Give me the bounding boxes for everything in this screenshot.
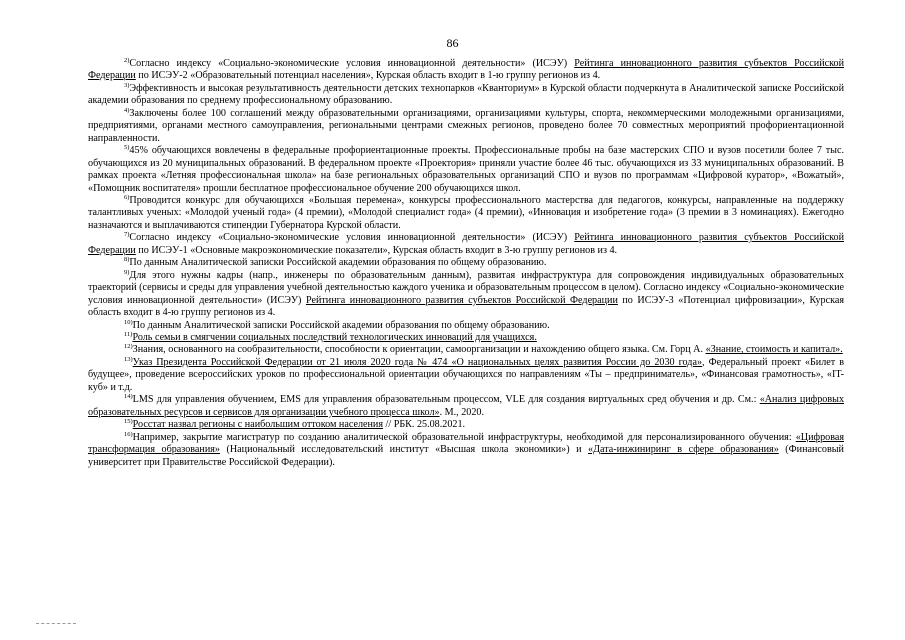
reference-link[interactable]: Рейтинга инновационного развития субъектов Российской Федерации bbox=[88, 58, 844, 82]
footnote-text: Согласно индексу «Социально-экономические условия инновационной деятельности» (ИСЭУ) bbox=[129, 58, 575, 69]
footnote-number: 16) bbox=[124, 430, 133, 438]
footnote bbox=[88, 419, 844, 431]
reference-link[interactable]: Рейтинга инновационного развития субъектов Российской Федерации bbox=[88, 232, 844, 256]
footnote-text: Знания, основанного на сообразительности, способности к ориентации, самоорганизации и нахождению общего языка. См. Горц А. bbox=[132, 344, 706, 356]
footnote-text: по ИСЭУ-3 «Потенциал цифровизации», Курская область входит в 4-ю группу регионов из 4. bbox=[88, 294, 844, 319]
footnote-number: 2) bbox=[124, 57, 130, 64]
reference-link[interactable]: Росстат назвал регионы с наибольшим оттоком населения bbox=[132, 419, 384, 431]
footnote-text: , Федеральный проект «Билет в будущее», проведение всероссийских уроков по профессиональной ориентации обучающихся по направлениям «Ты – предприниматель», «Финансовая грамотность», «IT-куб» и т.д. bbox=[88, 356, 844, 393]
footnote bbox=[88, 320, 844, 332]
footnote-text: LMS для управления обучением, EMS для управления образовательным процессом, VLE для создания виртуальных сред обучения и др. См.: bbox=[132, 394, 760, 406]
reference-link[interactable]: Рейтинга инновационного развития субъектов Российской Федерации bbox=[305, 294, 618, 306]
scan-edge-mark bbox=[36, 623, 76, 625]
footnote-number: 10) bbox=[124, 318, 133, 326]
footnote-text: // РБК. 25.08.2021. bbox=[383, 419, 466, 431]
footnote-text: Для этого нужны кадры (напр., инженеры по образовательным данным), развитая инфраструктура для сопровождения индивидуальных образовательных траекторий (сервисы и среды для управления учебной деятельностью каждого ученика и образовательным процессом в целом). Согласно индексу «Социально-экономические условия инновационной деятельности» (ИСЭУ) bbox=[88, 269, 844, 306]
footnote-number: 13) bbox=[124, 355, 133, 363]
footnote-number: 14) bbox=[124, 393, 133, 401]
footnote-number: 7) bbox=[124, 231, 130, 239]
footnote-number: 5) bbox=[124, 144, 130, 152]
footnote-text: 45% обучающихся вовлечены в федеральные профориентационные проекты. Профессиональные пробы на базе мастерских СПО и вузов посетили более 7 тыс. обучающихся из 20 муниципальных образований. В федеральном проекте «Проектория» приняли участие более 46 тыс. обучающихся из 33 муниципальных образований. В рамках проекта «Летняя профессиональная школа» на базе региональных образовательных организаций СПО и вузов по программам «Цифровой куратор», «Вожатый», «Помощник воспитателя» прошли бесплатное профессиональное обучение 200 обучающихся школ. bbox=[88, 145, 844, 194]
reference-link[interactable]: Роль семьи в смягчении социальных последствий технологических инноваций для учащихся. bbox=[132, 331, 537, 343]
footnote-number: 15) bbox=[124, 418, 133, 426]
footnote-text: По данным Аналитической записки Российской академии образования по общему образованию. bbox=[129, 257, 547, 269]
reference-link[interactable]: «Знание, стоимость и капитал». bbox=[705, 344, 843, 356]
footnote bbox=[88, 394, 844, 419]
footnote bbox=[88, 357, 844, 394]
reference-link[interactable]: «Анализ цифровых образовательных ресурсов и сервисов для организации учебного процесса школ» bbox=[88, 394, 845, 418]
footnote bbox=[88, 257, 844, 269]
footnote bbox=[88, 344, 844, 356]
footnote-text: . М., 2020. bbox=[439, 406, 485, 418]
footnote bbox=[88, 332, 844, 344]
footnote-text: (Национальный исследовательский институт «Высшая школа экономики») и bbox=[219, 444, 589, 456]
footnote-text: Например, закрытие магистратур по созданию аналитической образовательной инфраструктуры, необходимой для персонализированного обучения: bbox=[132, 431, 796, 443]
footnote-number: 8) bbox=[124, 256, 130, 264]
footnote-text: Эффективность и высокая результативность деятельности детских технопарков «Кванториум» в Курской области подчеркнута в Аналитической записке Российской академии образования по среднему профессиональному образованию. bbox=[88, 82, 844, 107]
reference-link[interactable]: Указ Президента Российской Федерации от 21 июля 2020 года № 474 «О национальных целях развития России до 2030 года» bbox=[132, 356, 703, 368]
footnote bbox=[88, 432, 844, 469]
footnotes-list bbox=[88, 58, 844, 469]
footnote-text: по ИСЭУ-2 «Образовательный потенциал населения», Курская область входит в 1-ю группу регионов из 4. bbox=[135, 70, 601, 82]
footnote-text: Заключены более 100 соглашений между образовательными организациями, организациями культуры, спорта, некоммерческими молодежными организациями, предприятиями, органами местного самоуправления, региональными центрами смежных регионов, проведено более 70 совместных мероприятий профориентационной направленности. bbox=[88, 107, 844, 144]
footnote-text: по ИСЭУ-1 «Основные макроэкономические показатели», Курская область входит в 3-ю группу регионов из 4. bbox=[135, 244, 618, 256]
footnote bbox=[88, 195, 844, 232]
footnote-number: 3) bbox=[124, 81, 130, 89]
footnote bbox=[88, 58, 844, 83]
footnote-number: 12) bbox=[124, 343, 133, 351]
footnote bbox=[88, 108, 844, 145]
footnote-text: Проводится конкурс для обучающихся «Большая перемена», конкурсы профессионального мастерства для педагогов, конкурсы, направленные на поддержку талантливых ученых: «Молодой ученый года» (4 премии), «Молодой специалист года» (4 премии), «Инновация и изобретение года» (3 премии в 3 номинациях). Ежегодно назначаются и выплачиваются стипендии Губернатора Курской области. bbox=[88, 194, 844, 231]
footnote-text: По данным Аналитической записки Российской академии образования по общему образованию. bbox=[132, 319, 550, 331]
footnote bbox=[88, 232, 844, 257]
footnote-number: 4) bbox=[124, 106, 130, 114]
footnote-text: Согласно индексу «Социально-экономические условия инновационной деятельности» (ИСЭУ) bbox=[129, 232, 575, 244]
footnote-text: (Финансовый университет при Правительстве Российской Федерации). bbox=[88, 444, 844, 468]
reference-link[interactable]: «Дата-инжиниринг в сфере образования» bbox=[588, 444, 779, 456]
footnote bbox=[88, 83, 844, 108]
reference-link[interactable]: «Цифровая трансформация образования» bbox=[88, 431, 844, 456]
footnote-number: 6) bbox=[124, 193, 130, 201]
footnote-number: 11) bbox=[124, 330, 133, 338]
footnote bbox=[88, 270, 844, 320]
footnote-number: 9) bbox=[124, 268, 130, 276]
page-number: 86 bbox=[446, 36, 459, 50]
footnote bbox=[88, 145, 844, 195]
